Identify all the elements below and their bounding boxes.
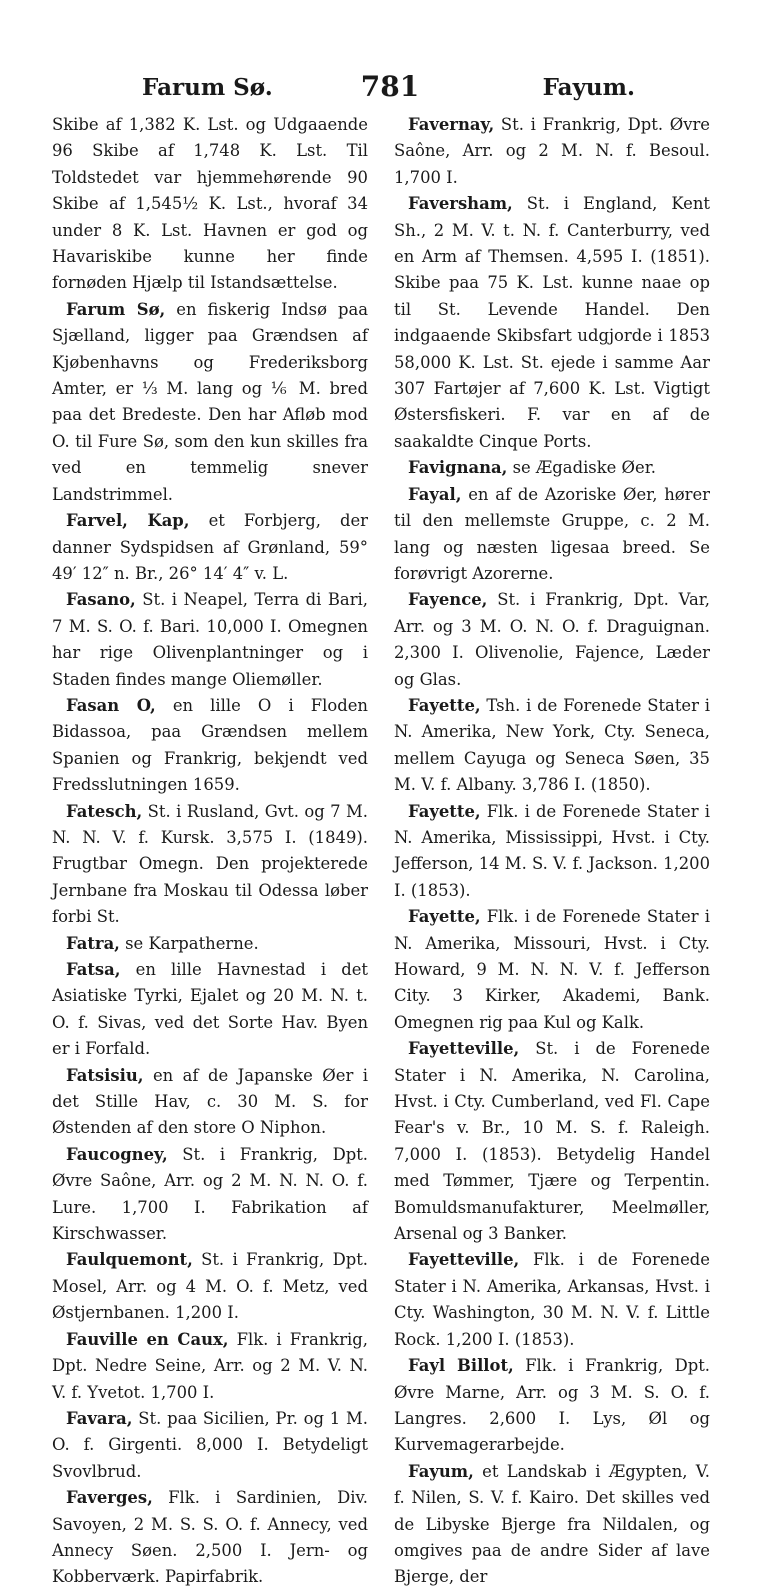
entry-headword: Farvel, Kap,: [66, 511, 190, 531]
entry-headword: Fayette,: [408, 695, 481, 715]
entry-text: en af de Japanske Øer i det Stille Hav, c. 30 M. S. for Østenden af den store O Niphon.: [52, 1065, 368, 1138]
entry-headword: Favignana,: [408, 458, 508, 478]
entry-headword: Fayl Billot,: [408, 1356, 514, 1376]
entry-headword: Fayence,: [408, 590, 488, 610]
entry-text: St. paa Sicilien, Pr. og 1 M. O. f. Girgenti. 8,000 I. Betydeligt Svovlbrud.: [52, 1408, 368, 1481]
entry-text: se Ægadiske Øer.: [512, 458, 656, 478]
dictionary-entry: [52, 957, 368, 1063]
entry-headword: Fayetteville,: [408, 1039, 520, 1059]
entry-text: Skibe af 1,382 K. Lst. og Udgaaende 96 Skibe af 1,748 K. Lst. Til Toldstedet var hjemmehørende 90 Skibe af 1,545½ K. Lst., hvoraf 34 under 8 K. Lst. Havnen er god og Havariskibe kunne her finde fornøden Hjælp til Istandsættelse.: [52, 115, 368, 293]
right-column: [394, 112, 710, 1591]
dictionary-entry: [394, 1353, 710, 1459]
entry-text: se Karpatherne.: [125, 933, 259, 953]
page-header: [40, 70, 720, 110]
dictionary-entry: [394, 1459, 710, 1591]
entry-text: Flk. i de Forenede Stater i N. Amerika, Arkansas, Hvst. i Cty. Washington, 30 M. N. V. f. Little Rock. 1,200 I. (1853).: [394, 1250, 710, 1349]
dictionary-entry: [394, 455, 710, 481]
entry-text: en lille O i Floden Bidassoa, paa Grændsen mellem Spanien og Frankrig, bekjendt ved Fredsslutningen 1659.: [52, 695, 368, 795]
entry-headword: Fayette,: [408, 907, 481, 927]
running-head-left: Farum Sø.: [142, 74, 273, 101]
entry-headword: Fayette,: [408, 801, 481, 821]
entry-text: Flk. i de Forenede Stater i N. Amerika, Mississippi, Hvst. i Cty. Jefferson, 14 M. S. V. f. Jackson. 1,200 I. (1853).: [394, 801, 710, 900]
entry-text: St. i Frankrig, Dpt. Var, Arr. og 3 M. O. N. O. f. Draguignan. 2,300 I. Olivenolie, Fajence, Læder og Glas.: [394, 590, 710, 689]
dictionary-entry: [394, 693, 710, 799]
entry-text: St. i Rusland, Gvt. og 7 M. N. N. V. f. Kursk. 3,575 I. (1849). Frugtbar Omegn. Den projekterede Jernbane fra Moskau til Odessa løber forbi St.: [52, 801, 368, 927]
entry-text: en fiskerig Indsø paa Sjælland, ligger paa Grændsen af Kjøbenhavns og Frederiksborg Amter, er ⅓ M. lang og ⅙ M. bred paa det Bredeste. Den har Afløb mod O. til Fure Sø, som den kun skilles fra ved en temmelig snever Landstrimmel.: [52, 299, 368, 504]
entry-headword: Fatsisiu,: [66, 1065, 144, 1085]
entry-headword: Faverges,: [66, 1488, 153, 1508]
dictionary-entry: [52, 1327, 368, 1406]
entry-headword: Fayal,: [408, 484, 462, 504]
dictionary-entry: [52, 931, 368, 957]
entry-headword: Fasan O,: [66, 695, 156, 715]
dictionary-entry: [52, 587, 368, 693]
entry-headword: Fayum,: [408, 1461, 474, 1481]
dictionary-entry: [394, 1247, 710, 1353]
entry-text: et Landskab i Ægypten, V. f. Nilen, S. V. f. Kairo. Det skilles ved de Libyske Bjerge fra Nildalen, og omgives paa de andre Sider af lave Bjerge, der: [394, 1461, 710, 1587]
entry-headword: Fatra,: [66, 933, 120, 953]
entry-text: en af de Azoriske Øer, hører til den mellemste Gruppe, c. 2 M. lang og næsten ligesaa breed. Se forøvrigt Azorerne.: [394, 484, 710, 583]
entry-text: et Forbjerg, der danner Sydspidsen af Grønland, 59° 49′ 12″ n. Br., 26° 14′ 4″ v. L.: [52, 511, 368, 583]
entry-headword: Favernay,: [408, 115, 495, 134]
entry-headword: Farum Sø,: [66, 299, 166, 319]
entry-headword: Fatsa,: [66, 960, 121, 979]
entry-text: Flk. i de Forenede Stater i N. Amerika, Missouri, Hvst. i Cty. Howard, 9 M. N. N. V. f. Jefferson City. 3 Kirker, Akademi, Bank. Omegnen rig paa Kul og Kalk.: [394, 907, 710, 1032]
dictionary-entry: [52, 112, 368, 297]
dictionary-entry: [52, 693, 368, 799]
entry-headword: Faucogney,: [66, 1144, 168, 1164]
dictionary-entry: [52, 1063, 368, 1142]
entry-text: Tsh. i de Forenede Stater i N. Amerika, New York, Cty. Seneca, mellem Cayuga og Seneca Søen, 35 M. V. f. Albany. 3,786 I. (1850).: [394, 695, 710, 795]
entry-text: Flk. i Frankrig, Dpt. Øvre Marne, Arr. og 3 M. S. O. f. Langres. 2,600 I. Lys, Øl og Kurvemagerarbejde.: [394, 1356, 711, 1455]
running-head-right: Fayum.: [542, 74, 635, 101]
dictionary-entry: [394, 1036, 710, 1247]
entry-headword: Fayetteville,: [408, 1250, 520, 1270]
dictionary-entry: [52, 1142, 368, 1248]
dictionary-entry: [394, 482, 710, 588]
dictionary-entry: [52, 799, 368, 931]
entry-headword: Faversham,: [408, 194, 513, 214]
dictionary-entry: [394, 904, 710, 1036]
entry-headword: Fauville en Caux,: [66, 1329, 229, 1349]
entry-text: St. i Frankrig, Dpt. Mosel, Arr. og 4 M. O. f. Metz, ved Østjernbanen. 1,200 I.: [52, 1250, 369, 1323]
dictionary-entry: [52, 297, 368, 508]
entry-text: St. i Neapel, Terra di Bari, 7 M. S. O. f. Bari. 10,000 I. Omegnen har rige Olivenplantninger og i Staden findes mange Oliemøller.: [52, 590, 368, 689]
entry-headword: Favara,: [66, 1408, 133, 1428]
entry-headword: Faulquemont,: [66, 1250, 193, 1270]
entry-headword: Fatesch,: [66, 801, 143, 821]
page-number: 781: [360, 70, 420, 103]
entry-text: Flk. i Frankrig, Dpt. Nedre Seine, Arr. og 2 M. V. N. V. f. Yvetot. 1,700 I.: [52, 1329, 368, 1402]
entry-text: Flk. i Sardinien, Div. Savoyen, 2 M. S. S. O. f. Annecy, ved Annecy Søen. 2,500 I. Jern- og Kobberværk. Papirfabrik.: [52, 1488, 368, 1587]
dictionary-entry: [52, 1247, 368, 1326]
entry-text: St. i England, Kent Sh., 2 M. V. t. N. f. Canterburry, ved en Arm af Themsen. 4,595 I. (1851). Skibe paa 75 K. Lst. kunne naae op til St. Levende Handel. Den indgaaende Skibsfart udgjorde i 1853 58,000 K. Lst. St. ejede i samme Aar 307 Fartøjer af 7,600 K. Lst. Vigtigt Østersfiskeri. F. var en af de saakaldte Cinque Ports.: [394, 194, 710, 451]
entry-text: St. i Frankrig, Dpt. Øvre Saône, Arr. og 2 M. N. f. Besoul. 1,700 I.: [394, 115, 710, 187]
dictionary-entry: [52, 1406, 368, 1485]
entry-text: St. i de Forenede Stater i N. Amerika, N. Carolina, Hvst. i Cty. Cumberland, ved Fl. Cape Fear's v. Br., 10 M. S. f. Raleigh. 7,000 I. (1853). Betydelig Handel med Tømmer, Tjære og Terpentin. Bomuldsmanufakturer, Meelmøller, Arsenal og 3 Banker.: [394, 1039, 710, 1244]
dictionary-entry: [52, 508, 368, 587]
dictionary-entry: [394, 799, 710, 905]
dictionary-entry: [394, 112, 710, 191]
dictionary-entry: [394, 191, 710, 455]
left-column: [52, 112, 368, 1591]
dictionary-entry: [394, 587, 710, 693]
entry-text: en lille Havnestad i det Asiatiske Tyrki, Ejalet og 20 M. N. t. O. f. Sivas, ved det Sorte Hav. Byen er i Forfald.: [52, 960, 368, 1059]
entry-text: St. i Frankrig, Dpt. Øvre Saône, Arr. og 2 M. N. N. O. f. Lure. 1,700 I. Fabrikation af Kirschwasser.: [52, 1144, 369, 1244]
dictionary-entry: [52, 1485, 368, 1591]
entry-headword: Fasano,: [66, 590, 136, 610]
